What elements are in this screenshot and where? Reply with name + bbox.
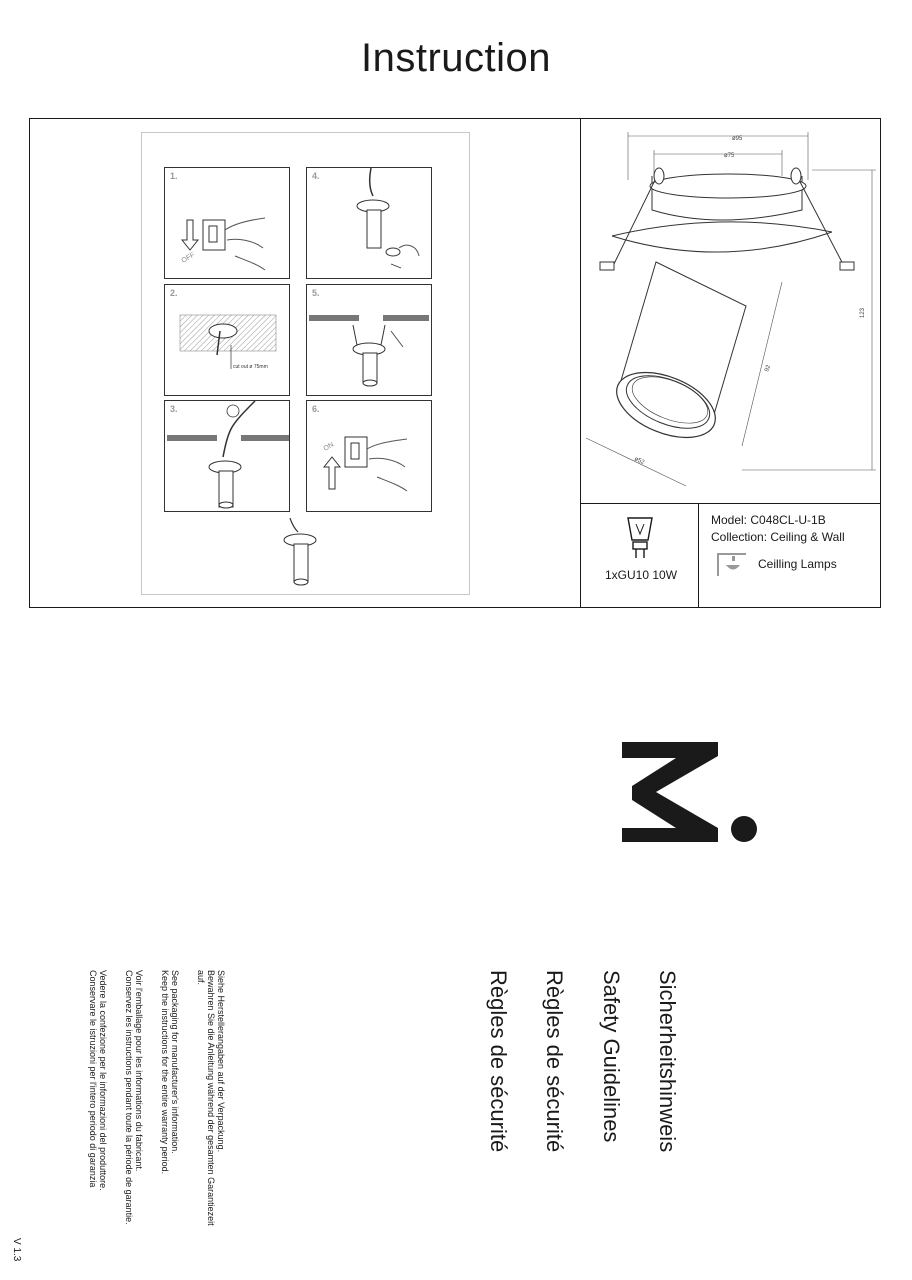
svg-text:OFF: OFF [180,251,197,265]
safety-heading-de: Sicherheitshinweis [655,970,680,1153]
safety-text-en-2: Keep the instructions for the entire warranty period. [160,970,170,1175]
insert-bulb-illustration [307,168,431,278]
step-1-number: 1. [170,171,178,181]
step-5-panel [306,284,432,396]
step-5-number: 5. [312,288,320,298]
step-4-panel [306,167,432,279]
frame-divider-vertical [580,118,581,608]
page-title: Instruction [360,36,552,80]
ceiling-lamp-icon [716,552,748,578]
version-label: V 1.3 [11,1238,22,1262]
switch-on-illustration [307,401,431,511]
bulb-icon [622,514,658,564]
step-6-number: 6. [312,404,320,414]
step-2-panel [164,284,290,396]
safety-heading-en: Safety Guidelines [599,970,624,1143]
dim-tube-diameter: ø52 [633,456,646,467]
bulb-spec: 1xGU10 10W [604,568,678,582]
brand-logo [622,742,762,846]
wiring-illustration [165,401,289,511]
category-label: Ceilling Lamps [758,557,837,571]
step-1-panel [164,167,290,279]
step-2-number: 2. [170,288,178,298]
dim-tube-length: 92 [764,364,773,373]
svg-text:ON: ON [322,441,336,453]
collection-name: Collection: Ceiling & Wall [711,530,845,544]
safety-text-fr-1: Voir l'emballage pour les informations du fabricant. [134,970,144,1172]
dim-height: 123 [860,307,866,318]
safety-heading-fr-2: Règles de sécurité [486,970,511,1153]
dim-outer-diameter: ø95 [732,136,743,142]
safety-text-de-3: auf. [196,970,206,986]
dimension-drawing [582,120,880,502]
safety-text-de-2: Bewahren Sie die Anleitung während der gesamten Garantiezeit [206,970,216,1226]
dim-cutout-diameter: ø75 [724,153,735,159]
safety-heading-fr: Règles de sécurité [542,970,567,1153]
final-lamp-illustration [270,518,330,590]
step-3-panel [164,400,290,512]
step-4-number: 4. [312,171,320,181]
mount-illustration [307,285,431,395]
frame-divider-horizontal [580,503,881,504]
cutout-label: cut out ø 75mm [233,364,268,370]
step-6-panel [306,400,432,512]
safety-text-en-1: See packaging for manufacturer's information. [170,970,180,1154]
switch-off-illustration [165,168,289,278]
safety-text-it-2: Conservare le istruzioni per l'intero periodo di garanzia [88,970,98,1188]
safety-text-fr-2: Conservez les instructions pendant toute la période de garantie. [124,970,134,1225]
safety-text-de-1: Siehe Herstellerangaben auf der Verpackung. [216,970,226,1153]
model-number: Model: C048CL-U-1B [711,513,826,527]
cutout-illustration [165,285,289,395]
safety-text-it-1: Vedere la confezione per le informazioni del produttore. [98,970,108,1191]
spec-divider [698,503,699,608]
step-3-number: 3. [170,404,178,414]
